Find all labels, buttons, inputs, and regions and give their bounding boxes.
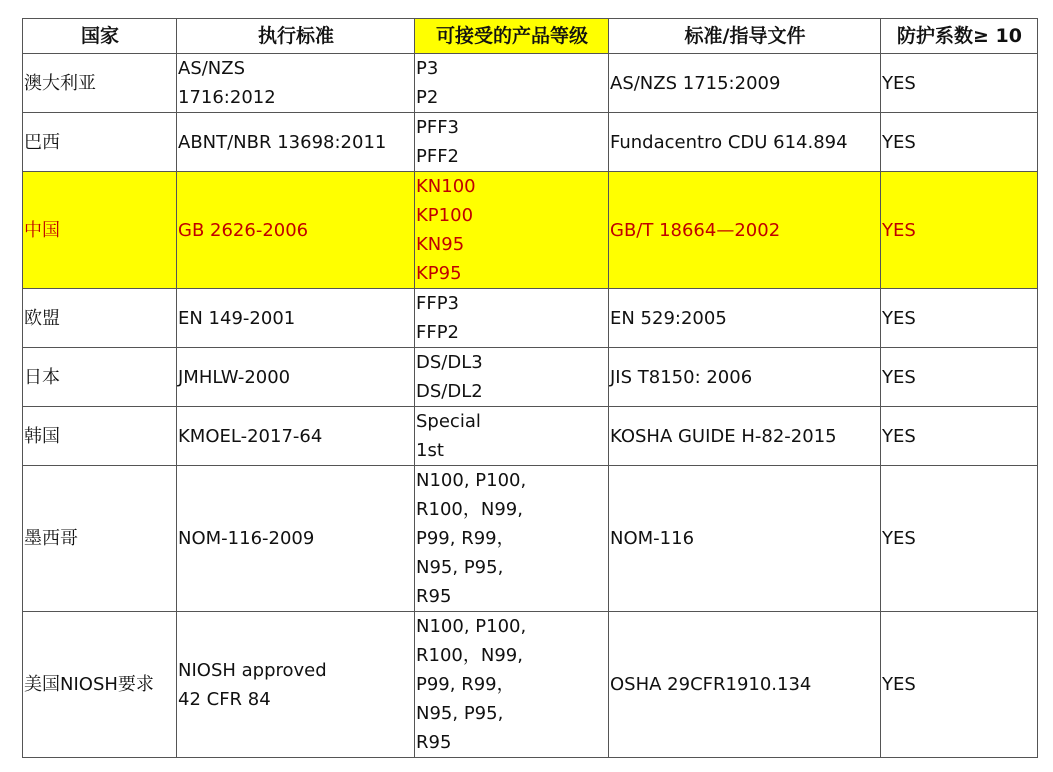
standard-cell bbox=[177, 407, 415, 466]
header-country: 国家 bbox=[23, 19, 177, 54]
table-row bbox=[23, 348, 1038, 407]
guide-cell: KOSHA GUIDE H-82-2015 bbox=[609, 407, 881, 466]
table-row bbox=[23, 54, 1038, 113]
grade-line: DS/DL2 bbox=[416, 381, 483, 402]
grade-line: KP95 bbox=[416, 263, 462, 284]
grade-line: N95, P95, bbox=[416, 557, 504, 578]
grade-line: P2 bbox=[416, 87, 439, 108]
pf-cell: YES bbox=[881, 113, 1038, 172]
standard-line: 1716:2012 bbox=[178, 87, 276, 108]
grades-cell bbox=[415, 407, 609, 466]
grade-line: R95 bbox=[416, 586, 452, 607]
standard-line: KMOEL-2017-64 bbox=[178, 425, 323, 447]
guide-cell: OSHA 29CFR1910.134 bbox=[609, 612, 881, 758]
standard-cell bbox=[177, 172, 415, 289]
grades-cell bbox=[415, 172, 609, 289]
grade-line: FFP3 bbox=[416, 293, 460, 314]
header-protection-factor: 防护系数≥ 10 bbox=[881, 19, 1038, 54]
grades-cell bbox=[415, 348, 609, 407]
grade-line: KN95 bbox=[416, 234, 465, 255]
grade-line: P99, R99， bbox=[416, 528, 515, 549]
grade-line: N100, P100, bbox=[416, 470, 527, 491]
table-row bbox=[23, 113, 1038, 172]
grades-cell bbox=[415, 466, 609, 612]
grade-line: DS/DL3 bbox=[416, 352, 483, 373]
table-row-highlighted bbox=[23, 172, 1038, 289]
standard-cell bbox=[177, 348, 415, 407]
pf-cell: YES bbox=[881, 348, 1038, 407]
pf-cell: YES bbox=[881, 466, 1038, 612]
country-cell: 巴西 bbox=[23, 113, 177, 172]
grade-line: R95 bbox=[416, 732, 452, 753]
guide-cell: Fundacentro CDU 614.894 bbox=[609, 113, 881, 172]
grade-line: KP100 bbox=[416, 205, 474, 226]
country-cell: 韩国 bbox=[23, 407, 177, 466]
standard-cell bbox=[177, 466, 415, 612]
table-row bbox=[23, 466, 1038, 612]
guide-cell: EN 529:2005 bbox=[609, 289, 881, 348]
pf-cell: YES bbox=[881, 172, 1038, 289]
guide-cell: NOM-116 bbox=[609, 466, 881, 612]
grade-line: N95, P95, bbox=[416, 703, 504, 724]
country-cell: 美国NIOSH要求 bbox=[23, 612, 177, 758]
guide-cell: AS/NZS 1715:2009 bbox=[609, 54, 881, 113]
grades-cell bbox=[415, 289, 609, 348]
grade-line: PFF2 bbox=[416, 146, 460, 167]
table-row bbox=[23, 407, 1038, 466]
guide-cell: GB/T 18664—2002 bbox=[609, 172, 881, 289]
standard-line: NOM-116-2009 bbox=[178, 528, 315, 549]
header-standard: 执行标准 bbox=[177, 19, 415, 54]
grades-cell bbox=[415, 113, 609, 172]
standard-line: JMHLW-2000 bbox=[178, 366, 291, 388]
grade-line: Special bbox=[416, 411, 481, 432]
guide-cell: JIS T8150: 2006 bbox=[609, 348, 881, 407]
grade-line: R100，N99, bbox=[416, 645, 523, 666]
pf-cell: YES bbox=[881, 612, 1038, 758]
table-row bbox=[23, 612, 1038, 758]
country-cell: 欧盟 bbox=[23, 289, 177, 348]
grade-line: FFP2 bbox=[416, 322, 460, 343]
country-cell: 中国 bbox=[23, 172, 177, 289]
pf-cell: YES bbox=[881, 407, 1038, 466]
table-row bbox=[23, 289, 1038, 348]
grade-line: P99, R99， bbox=[416, 674, 515, 695]
pf-cell: YES bbox=[881, 289, 1038, 348]
grade-line: P3 bbox=[416, 58, 439, 79]
standard-cell bbox=[177, 113, 415, 172]
grades-cell bbox=[415, 54, 609, 113]
standard-line: 42 CFR 84 bbox=[178, 688, 271, 710]
grade-line: 1st bbox=[416, 440, 444, 461]
grade-line: N100, P100, bbox=[416, 616, 527, 637]
country-cell: 日本 bbox=[23, 348, 177, 407]
grades-cell bbox=[415, 612, 609, 758]
standard-line: GB 2626-2006 bbox=[178, 219, 309, 241]
grade-line: KN100 bbox=[416, 176, 476, 197]
country-cell: 澳大利亚 bbox=[23, 54, 177, 113]
country-cell: 墨西哥 bbox=[23, 466, 177, 612]
standard-line: AS/NZS bbox=[178, 58, 246, 79]
standard-cell bbox=[177, 289, 415, 348]
standard-cell bbox=[177, 54, 415, 113]
grade-line: PFF3 bbox=[416, 117, 460, 138]
standard-line: ABNT/NBR 13698:2011 bbox=[178, 131, 387, 153]
table-body bbox=[23, 54, 1038, 758]
standard-line: EN 149-2001 bbox=[178, 307, 296, 329]
grade-line: R100，N99, bbox=[416, 499, 523, 520]
header-guide: 标准/指导文件 bbox=[609, 19, 881, 54]
pf-cell: YES bbox=[881, 54, 1038, 113]
header-row bbox=[23, 19, 1038, 54]
respirator-standards-table bbox=[22, 18, 1038, 758]
standard-line: NIOSH approved bbox=[178, 659, 327, 681]
standard-cell bbox=[177, 612, 415, 758]
header-grades: 可接受的产品等级 bbox=[415, 19, 609, 54]
